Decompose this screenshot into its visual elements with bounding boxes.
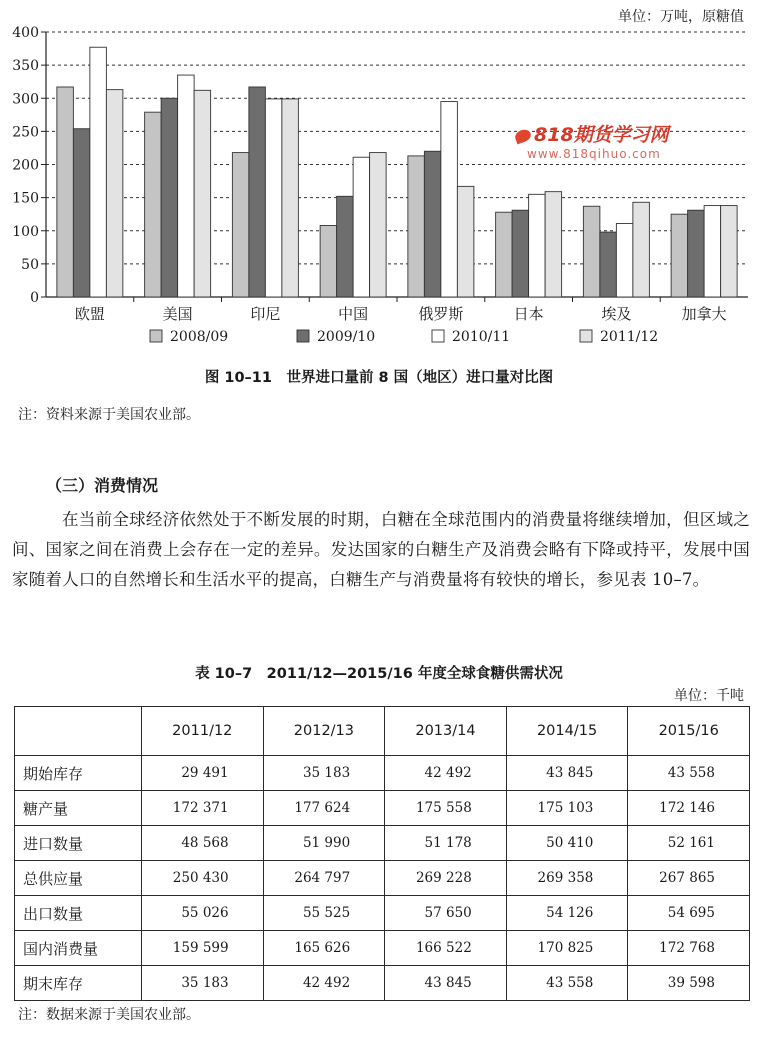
category-label: 中国	[338, 305, 369, 323]
table-row-label: 糖产量	[15, 791, 142, 826]
section-heading: （三）消费情况	[46, 476, 159, 495]
legend-label: 2008/09	[170, 329, 229, 345]
legend-label: 2010/11	[452, 329, 511, 345]
table-row	[15, 826, 750, 861]
table-row	[15, 756, 750, 791]
table-cell: 52 161	[628, 826, 750, 861]
table-header-cell: 2012/13	[263, 707, 385, 756]
category-label: 埃及	[601, 305, 632, 323]
table-cell: 172 146	[628, 791, 750, 826]
table-row-label: 国内消费量	[15, 931, 142, 966]
bar	[457, 186, 474, 297]
sugar-supply-table	[14, 706, 750, 1001]
bar	[671, 214, 688, 297]
y-tick-label: 150	[12, 190, 39, 207]
table-row	[15, 791, 750, 826]
bar	[265, 99, 282, 297]
table-cell: 165 626	[263, 931, 385, 966]
table-cell: 35 183	[142, 966, 264, 1001]
bar	[337, 196, 354, 297]
bar	[370, 153, 387, 297]
category-label: 美国	[162, 305, 193, 323]
table-row	[15, 931, 750, 966]
y-tick-label: 300	[12, 91, 39, 108]
table-cell: 172 371	[142, 791, 264, 826]
table-cell: 175 558	[385, 791, 507, 826]
bar	[529, 194, 546, 297]
bar	[583, 206, 600, 297]
bar	[73, 129, 90, 297]
bar	[600, 232, 617, 297]
chart-unit-label: 单位：万吨，原糖值	[618, 9, 744, 25]
y-tick-label: 200	[12, 157, 39, 174]
category-label: 欧盟	[74, 305, 105, 323]
legend-label: 2011/12	[600, 329, 659, 345]
table-corner-cell	[15, 707, 142, 756]
table-row	[15, 861, 750, 896]
table-note: 注：数据来源于美国农业部。	[18, 1007, 200, 1023]
body-paragraph: 在当前全球经济依然处于不断发展的时期，白糖在全球范围内的消费量将继续增加，但区域之间、国家之间在消费上会存在一定的差异。发达国家的白糖生产及消费会略有下降或持平，发展中国家随着人口的自然增长和生活水平的提高，白糖生产与消费量将有较快的增长，参见表 10–7。	[12, 510, 750, 589]
table-cell: 269 358	[506, 861, 628, 896]
table-cell: 43 558	[506, 966, 628, 1001]
category-label: 印尼	[250, 305, 281, 323]
legend-swatch	[580, 330, 592, 342]
y-tick-label: 250	[12, 124, 39, 141]
category-label: 俄罗斯	[418, 305, 464, 323]
table-cell: 50 410	[506, 826, 628, 861]
table-unit-label: 单位：千吨	[674, 688, 744, 704]
bar	[704, 206, 721, 297]
bar	[282, 99, 299, 297]
legend-swatch	[150, 330, 162, 342]
watermark-logo-icon	[513, 127, 532, 144]
category-label: 加拿大	[681, 305, 727, 323]
table-cell: 43 558	[628, 756, 750, 791]
table-cell: 250 430	[142, 861, 264, 896]
table-cell: 54 695	[628, 896, 750, 931]
bar	[512, 210, 529, 297]
y-tick-label: 400	[12, 25, 39, 41]
table-cell: 48 568	[142, 826, 264, 861]
bar	[721, 206, 738, 297]
bar	[633, 202, 650, 297]
table-row-label: 进口数量	[15, 826, 142, 861]
table-cell: 55 525	[263, 896, 385, 931]
legend-label: 2009/10	[317, 329, 376, 345]
y-tick-label: 0	[30, 290, 39, 306]
table-cell: 170 825	[506, 931, 628, 966]
table-cell: 51 990	[263, 826, 385, 861]
table-cell: 43 845	[506, 756, 628, 791]
legend-swatch	[297, 330, 309, 342]
table-header-cell: 2013/14	[385, 707, 507, 756]
bar	[178, 75, 195, 297]
category-label: 日本	[513, 305, 544, 323]
table-row	[15, 896, 750, 931]
import-bar-chart	[0, 22, 758, 352]
table-cell: 159 599	[142, 931, 264, 966]
table-row-label: 出口数量	[15, 896, 142, 931]
table-cell: 172 768	[628, 931, 750, 966]
bar	[320, 225, 337, 297]
y-tick-label: 350	[12, 58, 39, 75]
table-row-label: 总供应量	[15, 861, 142, 896]
figure-caption: 图 10–11 世界进口量前 8 国（地区）进口量对比图	[204, 370, 554, 386]
table-row-label: 期末库存	[15, 966, 142, 1001]
table-cell: 177 624	[263, 791, 385, 826]
bar	[106, 90, 123, 297]
bar	[424, 151, 441, 297]
table-cell: 39 598	[628, 966, 750, 1001]
table-cell: 267 865	[628, 861, 750, 896]
bar	[353, 157, 370, 297]
table-cell: 42 492	[263, 966, 385, 1001]
bar	[688, 210, 705, 297]
table-cell: 269 228	[385, 861, 507, 896]
table-cell: 264 797	[263, 861, 385, 896]
table-cell: 166 522	[385, 931, 507, 966]
table-cell: 43 845	[385, 966, 507, 1001]
watermark-url: www.818qihuo.com	[527, 147, 661, 161]
watermark-logo-text: 818期货学习网	[534, 124, 669, 146]
bar	[496, 212, 513, 297]
bar	[194, 90, 211, 297]
table-cell: 51 178	[385, 826, 507, 861]
table-header-cell: 2014/15	[506, 707, 628, 756]
table-cell: 57 650	[385, 896, 507, 931]
table-cell: 29 491	[142, 756, 264, 791]
bar	[408, 156, 425, 297]
table-header-cell: 2011/12	[142, 707, 264, 756]
table-cell: 35 183	[263, 756, 385, 791]
table-title: 表 10–7 2011/12—2015/16 年度全球食糖供需状况	[195, 666, 563, 682]
table-cell: 55 026	[142, 896, 264, 931]
table-cell: 42 492	[385, 756, 507, 791]
bar	[145, 112, 162, 297]
bar	[545, 192, 562, 297]
table-cell: 54 126	[506, 896, 628, 931]
bar	[161, 98, 178, 297]
bar	[616, 223, 633, 297]
table-row-label: 期始库存	[15, 756, 142, 791]
table-row	[15, 966, 750, 1001]
bar	[57, 87, 74, 297]
watermark-logo	[515, 120, 669, 147]
bar	[232, 153, 249, 297]
bar	[249, 87, 266, 297]
y-tick-label: 50	[21, 256, 39, 273]
table-cell: 175 103	[506, 791, 628, 826]
y-tick-label: 100	[12, 223, 39, 240]
legend-swatch	[432, 330, 444, 342]
table-header-row	[15, 707, 750, 756]
figure-note: 注：资料来源于美国农业部。	[18, 407, 200, 423]
watermark	[515, 120, 669, 161]
bar	[441, 102, 458, 297]
table-header-cell: 2015/16	[628, 707, 750, 756]
bar	[90, 47, 107, 297]
